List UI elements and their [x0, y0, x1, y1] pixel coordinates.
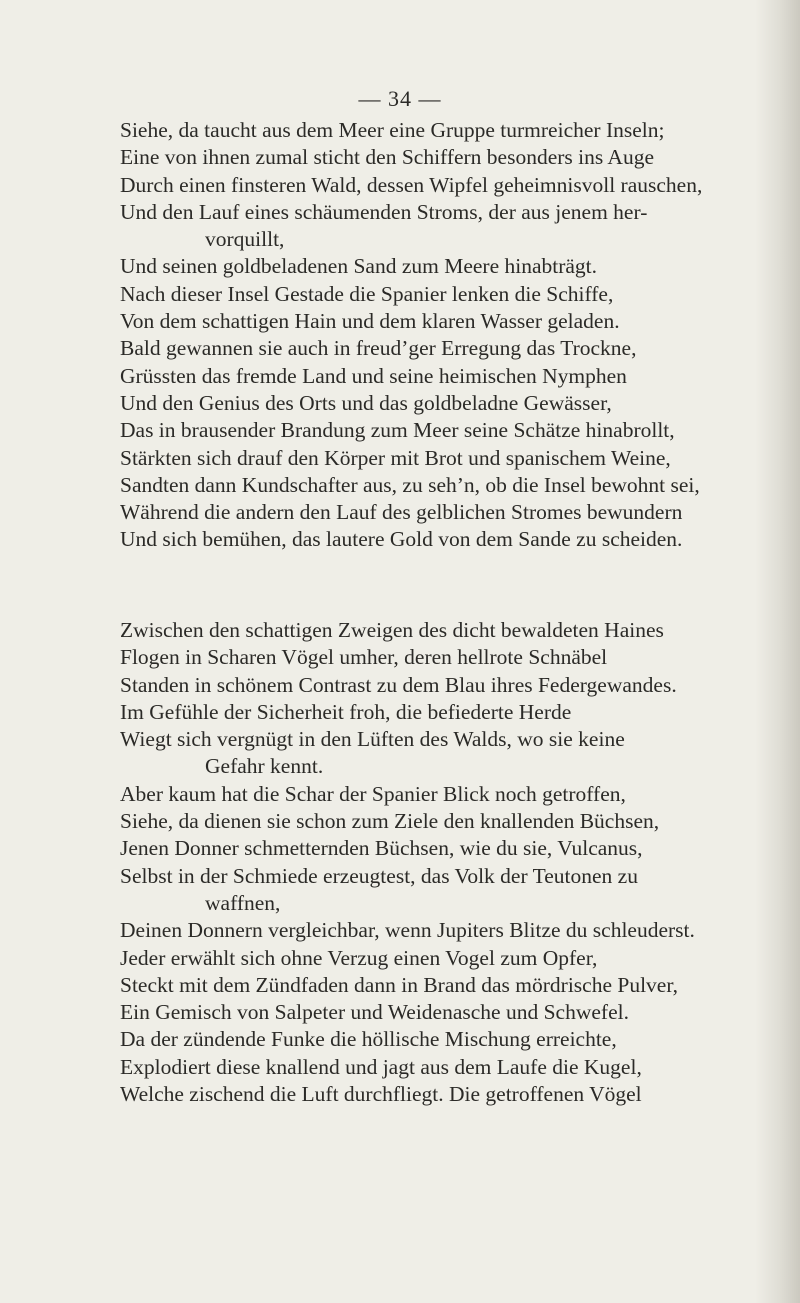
verse-line: Da der zündende Funke die höllische Mischung erreichte,: [120, 1027, 617, 1052]
verse-line: Während die andern den Lauf des gelblichen Stromes bewundern: [120, 500, 683, 525]
verse-line: Stärkten sich drauf den Körper mit Brot und spanischem Weine,: [120, 445, 671, 470]
verse-line: Standen in schönem Contrast zu dem Blau ihres Federgewandes.: [120, 672, 677, 697]
verse-line: Aber kaum hat die Schar der Spanier Blick noch getroffen,: [120, 781, 626, 806]
verse-line: Bald gewannen sie auch in freud’ger Erregung das Trockne,: [120, 336, 637, 361]
verse-line: Jeder erwählt sich ohne Verzug einen Vogel zum Opfer,: [120, 945, 598, 970]
verse-line: Steckt mit dem Zündfaden dann in Brand das mördrische Pulver,: [120, 972, 679, 997]
verse-line: Das in brausender Brandung zum Meer seine Schätze hinabrollt,: [120, 418, 675, 443]
verse-line: Eine von ihnen zumal sticht den Schiffern besonders ins Auge: [120, 145, 655, 170]
verse-line: Ein Gemisch von Salpeter und Weidenasche und Schwefel.: [120, 1000, 629, 1025]
page-number: — 34 —: [358, 86, 442, 111]
verse-line-continuation: Gefahr kennt.: [205, 754, 324, 779]
stanza-2: [120, 617, 770, 1108]
verse-line-continuation: waffnen,: [205, 890, 281, 915]
verse-line: Nach dieser Insel Gestade die Spanier lenken die Schiffe,: [120, 281, 614, 306]
verse-line-continuation: vorquillt,: [205, 227, 285, 252]
verse-line: Wiegt sich vergnügt in den Lüften des Walds, wo sie keine: [120, 727, 625, 752]
verse-line: Siehe, da dienen sie schon zum Ziele den knallenden Büchsen,: [120, 809, 660, 834]
verse-line: Flogen in Scharen Vögel umher, deren hellrote Schnäbel: [120, 645, 608, 670]
verse-line: Sandten dann Kundschafter aus, zu seh’n, ob die Insel bewohnt sei,: [120, 472, 700, 497]
verse-line: Und seinen goldbeladenen Sand zum Meere hinabträgt.: [120, 254, 598, 279]
verse-line: Und den Genius des Orts und das goldbeladne Gewässer,: [120, 390, 612, 415]
verse-line: Und den Lauf eines schäumenden Stroms, der aus jenem her-: [120, 199, 648, 224]
verse-line: Siehe, da taucht aus dem Meer eine Gruppe turmreicher Inseln;: [120, 118, 665, 142]
stanza-1: [120, 117, 770, 554]
verse-line: Zwischen den schattigen Zweigen des dicht bewaldeten Haines: [120, 618, 664, 642]
verse-line: Im Gefühle der Sicherheit froh, die befiederte Herde: [120, 699, 572, 724]
verse-line: Durch einen finsteren Wald, dessen Wipfel geheimnisvoll rauschen,: [120, 172, 703, 197]
verse-line: Deinen Donnern vergleichbar, wenn Jupiters Blitze du schleuderst.: [120, 918, 695, 943]
verse-line: Welche zischend die Luft durchfliegt. Die getroffenen Vögel: [120, 1082, 642, 1107]
verse-line: Selbst in der Schmiede erzeugtest, das Volk der Teutonen zu: [120, 863, 638, 888]
verse-line: Von dem schattigen Hain und dem klaren Wasser geladen.: [120, 309, 620, 334]
verse-line: Und sich bemühen, das lautere Gold von dem Sande zu scheiden.: [120, 527, 683, 552]
verse-line: Explodiert diese knallend und jagt aus dem Laufe die Kugel,: [120, 1054, 642, 1079]
verse-line: Jenen Donner schmetternden Büchsen, wie du sie, Vulcanus,: [120, 836, 643, 861]
verse-line: Grüssten das fremde Land und seine heimischen Nymphen: [120, 363, 627, 388]
